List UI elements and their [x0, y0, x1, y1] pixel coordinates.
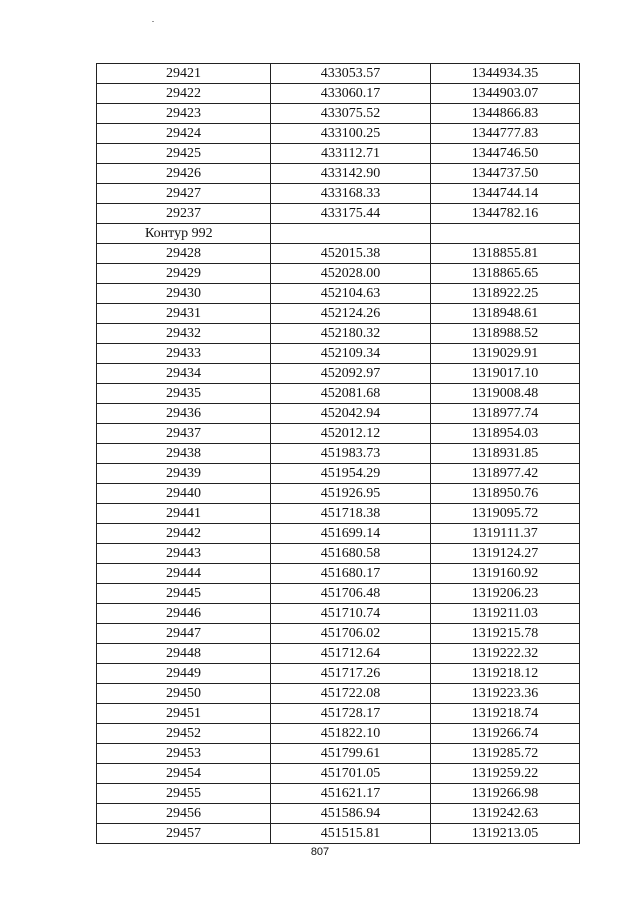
point-number-cell: 29237 [97, 204, 271, 224]
x-coordinate-cell: 451680.58 [271, 544, 431, 564]
x-coordinate-cell: 452042.94 [271, 404, 431, 424]
table-row [97, 604, 580, 624]
x-coordinate-cell: 451621.17 [271, 784, 431, 804]
coordinates-table-body [97, 64, 580, 844]
x-coordinate-cell: 451718.38 [271, 504, 431, 524]
x-coordinate-cell: 451680.17 [271, 564, 431, 584]
x-coordinate-cell: 452015.38 [271, 244, 431, 264]
table-row [97, 564, 580, 584]
table-row [97, 204, 580, 224]
table-row [97, 284, 580, 304]
x-coordinate-cell: 452104.63 [271, 284, 431, 304]
point-number-cell: 29455 [97, 784, 271, 804]
y-coordinate-cell: 1319017.10 [431, 364, 580, 384]
y-coordinate-cell: 1344737.50 [431, 164, 580, 184]
point-number-cell: 29426 [97, 164, 271, 184]
scan-speck [152, 21, 154, 22]
point-number-cell: 29424 [97, 124, 271, 144]
table-row [97, 544, 580, 564]
y-coordinate-cell: 1344903.07 [431, 84, 580, 104]
point-number-cell: 29436 [97, 404, 271, 424]
table-row [97, 304, 580, 324]
x-coordinate-cell: 451822.10 [271, 724, 431, 744]
x-coordinate-cell: 451710.74 [271, 604, 431, 624]
table-row [97, 84, 580, 104]
y-coordinate-cell: 1319266.98 [431, 784, 580, 804]
x-coordinate-cell: 452124.26 [271, 304, 431, 324]
x-coordinate-cell: 452092.97 [271, 364, 431, 384]
point-number-cell: 29439 [97, 464, 271, 484]
section-row [97, 224, 580, 244]
y-coordinate-cell: 1319211.03 [431, 604, 580, 624]
point-number-cell: 29444 [97, 564, 271, 584]
x-coordinate-cell: 451926.95 [271, 484, 431, 504]
point-number-cell: 29456 [97, 804, 271, 824]
point-number-cell: 29430 [97, 284, 271, 304]
y-coordinate-cell: 1318977.74 [431, 404, 580, 424]
y-coordinate-cell: 1318954.03 [431, 424, 580, 444]
empty-cell [431, 224, 580, 244]
point-number-cell: 29446 [97, 604, 271, 624]
x-coordinate-cell: 452109.34 [271, 344, 431, 364]
point-number-cell: 29451 [97, 704, 271, 724]
x-coordinate-cell: 433100.25 [271, 124, 431, 144]
point-number-cell: 29437 [97, 424, 271, 444]
point-number-cell: 29435 [97, 384, 271, 404]
table-row [97, 664, 580, 684]
table-row [97, 764, 580, 784]
coordinates-table [96, 63, 580, 844]
point-number-cell: 29421 [97, 64, 271, 84]
point-number-cell: 29449 [97, 664, 271, 684]
y-coordinate-cell: 1319285.72 [431, 744, 580, 764]
point-number-cell: 29443 [97, 544, 271, 564]
x-coordinate-cell: 451706.02 [271, 624, 431, 644]
y-coordinate-cell: 1319259.22 [431, 764, 580, 784]
table-row [97, 704, 580, 724]
table-row [97, 784, 580, 804]
x-coordinate-cell: 451717.26 [271, 664, 431, 684]
x-coordinate-cell: 451983.73 [271, 444, 431, 464]
x-coordinate-cell: 451706.48 [271, 584, 431, 604]
y-coordinate-cell: 1319222.32 [431, 644, 580, 664]
table-row [97, 584, 580, 604]
y-coordinate-cell: 1318977.42 [431, 464, 580, 484]
table-row [97, 824, 580, 844]
table-row [97, 524, 580, 544]
x-coordinate-cell: 451799.61 [271, 744, 431, 764]
point-number-cell: 29441 [97, 504, 271, 524]
table-row [97, 404, 580, 424]
table-row [97, 104, 580, 124]
y-coordinate-cell: 1319095.72 [431, 504, 580, 524]
table-row [97, 124, 580, 144]
table-row [97, 144, 580, 164]
table-row [97, 444, 580, 464]
point-number-cell: 29425 [97, 144, 271, 164]
point-number-cell: 29453 [97, 744, 271, 764]
y-coordinate-cell: 1318855.81 [431, 244, 580, 264]
y-coordinate-cell: 1319213.05 [431, 824, 580, 844]
y-coordinate-cell: 1318865.65 [431, 264, 580, 284]
x-coordinate-cell: 433060.17 [271, 84, 431, 104]
table-row [97, 424, 580, 444]
y-coordinate-cell: 1319029.91 [431, 344, 580, 364]
y-coordinate-cell: 1319008.48 [431, 384, 580, 404]
y-coordinate-cell: 1344744.14 [431, 184, 580, 204]
table-row [97, 264, 580, 284]
x-coordinate-cell: 433053.57 [271, 64, 431, 84]
x-coordinate-cell: 433075.52 [271, 104, 431, 124]
point-number-cell: 29433 [97, 344, 271, 364]
x-coordinate-cell: 452081.68 [271, 384, 431, 404]
y-coordinate-cell: 1319266.74 [431, 724, 580, 744]
x-coordinate-cell: 451954.29 [271, 464, 431, 484]
point-number-cell: 29427 [97, 184, 271, 204]
point-number-cell: 29431 [97, 304, 271, 324]
y-coordinate-cell: 1319160.92 [431, 564, 580, 584]
y-coordinate-cell: 1319124.27 [431, 544, 580, 564]
y-coordinate-cell: 1318931.85 [431, 444, 580, 464]
table-row [97, 384, 580, 404]
point-number-cell: 29422 [97, 84, 271, 104]
y-coordinate-cell: 1319215.78 [431, 624, 580, 644]
y-coordinate-cell: 1319223.36 [431, 684, 580, 704]
y-coordinate-cell: 1318948.61 [431, 304, 580, 324]
point-number-cell: 29448 [97, 644, 271, 664]
table-row [97, 644, 580, 664]
table-row [97, 804, 580, 824]
y-coordinate-cell: 1319242.63 [431, 804, 580, 824]
table-row [97, 164, 580, 184]
point-number-cell: 29450 [97, 684, 271, 704]
empty-cell [271, 224, 431, 244]
point-number-cell: 29457 [97, 824, 271, 844]
point-number-cell: 29428 [97, 244, 271, 264]
point-number-cell: 29447 [97, 624, 271, 644]
section-label: Контур 992 [97, 224, 271, 244]
table-row [97, 484, 580, 504]
x-coordinate-cell: 451701.05 [271, 764, 431, 784]
point-number-cell: 29429 [97, 264, 271, 284]
table-row [97, 184, 580, 204]
x-coordinate-cell: 451515.81 [271, 824, 431, 844]
point-number-cell: 29454 [97, 764, 271, 784]
x-coordinate-cell: 452180.32 [271, 324, 431, 344]
y-coordinate-cell: 1319111.37 [431, 524, 580, 544]
y-coordinate-cell: 1344782.16 [431, 204, 580, 224]
point-number-cell: 29442 [97, 524, 271, 544]
x-coordinate-cell: 433168.33 [271, 184, 431, 204]
table-row [97, 744, 580, 764]
y-coordinate-cell: 1344934.35 [431, 64, 580, 84]
table-row [97, 684, 580, 704]
x-coordinate-cell: 451728.17 [271, 704, 431, 724]
y-coordinate-cell: 1318922.25 [431, 284, 580, 304]
point-number-cell: 29434 [97, 364, 271, 384]
x-coordinate-cell: 433142.90 [271, 164, 431, 184]
x-coordinate-cell: 451586.94 [271, 804, 431, 824]
point-number-cell: 29438 [97, 444, 271, 464]
table-row [97, 364, 580, 384]
point-number-cell: 29445 [97, 584, 271, 604]
x-coordinate-cell: 433175.44 [271, 204, 431, 224]
x-coordinate-cell: 452012.12 [271, 424, 431, 444]
y-coordinate-cell: 1344866.83 [431, 104, 580, 124]
y-coordinate-cell: 1319218.74 [431, 704, 580, 724]
table-row [97, 464, 580, 484]
y-coordinate-cell: 1344777.83 [431, 124, 580, 144]
y-coordinate-cell: 1319218.12 [431, 664, 580, 684]
page-number: 807 [310, 846, 330, 858]
table-row [97, 244, 580, 264]
table-row [97, 344, 580, 364]
table-row [97, 504, 580, 524]
y-coordinate-cell: 1318988.52 [431, 324, 580, 344]
point-number-cell: 29432 [97, 324, 271, 344]
x-coordinate-cell: 451722.08 [271, 684, 431, 704]
table-row [97, 64, 580, 84]
x-coordinate-cell: 451699.14 [271, 524, 431, 544]
y-coordinate-cell: 1319206.23 [431, 584, 580, 604]
x-coordinate-cell: 452028.00 [271, 264, 431, 284]
point-number-cell: 29423 [97, 104, 271, 124]
table-row [97, 624, 580, 644]
y-coordinate-cell: 1344746.50 [431, 144, 580, 164]
table-row [97, 724, 580, 744]
point-number-cell: 29452 [97, 724, 271, 744]
x-coordinate-cell: 451712.64 [271, 644, 431, 664]
table-row [97, 324, 580, 344]
point-number-cell: 29440 [97, 484, 271, 504]
y-coordinate-cell: 1318950.76 [431, 484, 580, 504]
x-coordinate-cell: 433112.71 [271, 144, 431, 164]
